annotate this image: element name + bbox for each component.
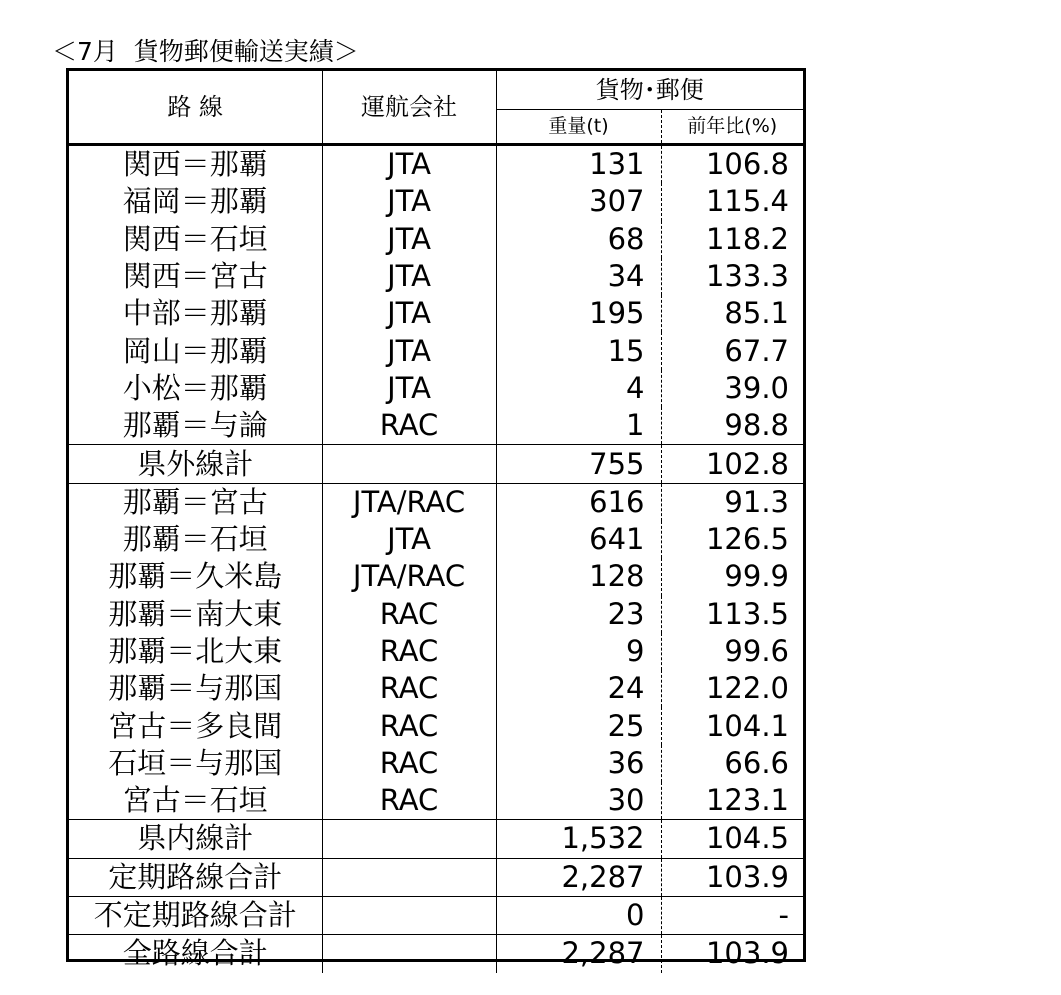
ratio-cell: 104.5 <box>661 820 803 858</box>
route-cell: 那覇＝宮古 <box>69 483 322 521</box>
route-row <box>69 670 803 707</box>
weight-cell: 755 <box>496 445 661 483</box>
weight-cell: 616 <box>496 483 661 521</box>
ratio-cell: 66.6 <box>724 745 789 780</box>
route-cell: 岡山＝那覇 <box>69 332 322 369</box>
route-cell: 那覇＝与論 <box>69 407 322 445</box>
weight-cell: 24 <box>496 670 661 707</box>
ratio-cell: 99.6 <box>724 634 789 668</box>
route-cell: 全路線合計 <box>69 935 322 973</box>
weight-cell: 23 <box>496 596 661 633</box>
carrier-cell: JTA <box>322 145 496 184</box>
route-row <box>69 183 803 220</box>
route-cell: 関西＝石垣 <box>69 221 322 258</box>
route-row <box>69 745 803 782</box>
route-cell: 県内線計 <box>69 820 322 858</box>
ratio-cell: 115.4 <box>705 184 789 219</box>
route-cell: 関西＝宮古 <box>69 258 322 295</box>
route-row <box>69 221 803 258</box>
route-cell: 那覇＝北大東 <box>69 633 322 670</box>
weight-cell: 9 <box>496 633 661 670</box>
weight-cell: 34 <box>496 258 661 295</box>
route-row <box>69 295 803 332</box>
carrier-cell: JTA <box>322 221 496 258</box>
weight-cell: 131 <box>496 145 661 184</box>
ratio-cell: 91.3 <box>661 483 803 521</box>
total-row <box>69 896 803 934</box>
route-cell: 定期路線合計 <box>69 858 322 896</box>
route-cell: 福岡＝那覇 <box>69 183 322 220</box>
weight-cell: 0 <box>496 896 661 934</box>
carrier-cell <box>322 858 496 896</box>
weight-cell: 25 <box>496 707 661 744</box>
carrier-cell: RAC <box>322 707 496 744</box>
carrier-cell: JTA <box>322 370 496 407</box>
route-cell: 那覇＝南大東 <box>69 596 322 633</box>
ratio-cell: 104.1 <box>705 708 789 743</box>
header-cargo-mail: 貨物･郵便 <box>595 76 704 104</box>
total-row <box>69 858 803 896</box>
carrier-cell: JTA <box>322 258 496 295</box>
carrier-cell: JTA/RAC <box>322 483 496 521</box>
report-title: ＜7月 貨物郵便輸送実績＞ <box>52 37 359 66</box>
ratio-cell: - <box>661 896 803 934</box>
header-carrier: 運航会社 <box>322 71 496 145</box>
weight-cell: 2,287 <box>496 935 661 973</box>
carrier-cell: JTA <box>322 521 496 558</box>
header-ratio: 前年比(%) <box>661 110 803 145</box>
weight-cell: 1 <box>496 407 661 445</box>
route-row <box>69 370 803 407</box>
carrier-cell: RAC <box>322 670 496 707</box>
total-row <box>69 820 803 858</box>
route-row <box>69 521 803 558</box>
route-cell: 県外線計 <box>69 445 322 483</box>
weight-cell: 641 <box>496 521 661 558</box>
carrier-cell: JTA <box>322 183 496 220</box>
route-row <box>69 596 803 633</box>
route-row <box>69 145 803 184</box>
route-cell: 那覇＝久米島 <box>69 558 322 595</box>
route-cell: 小松＝那覇 <box>69 370 322 407</box>
carrier-cell: JTA <box>322 295 496 332</box>
carrier-cell <box>322 820 496 858</box>
carrier-cell: RAC <box>322 407 496 445</box>
weight-cell: 68 <box>496 221 661 258</box>
weight-cell: 128 <box>496 558 661 595</box>
carrier-cell <box>322 896 496 934</box>
ratio-cell: 123.1 <box>705 783 789 818</box>
route-row <box>69 707 803 744</box>
carrier-cell: JTA/RAC <box>322 558 496 595</box>
route-cell: 中部＝那覇 <box>69 295 322 332</box>
subtotal-row <box>69 445 803 483</box>
header-weight: 重量(t) <box>496 110 661 145</box>
route-cell: 那覇＝与那国 <box>69 670 322 707</box>
route-cell: 那覇＝石垣 <box>69 521 322 558</box>
route-row <box>69 558 803 595</box>
route-row <box>69 633 803 670</box>
weight-cell: 2,287 <box>496 858 661 896</box>
ratio-cell: 67.7 <box>724 333 789 368</box>
route-row <box>69 332 803 369</box>
ratio-cell: 113.5 <box>705 596 789 631</box>
weight-cell: 1,532 <box>496 820 661 858</box>
carrier-cell: RAC <box>322 596 496 633</box>
route-row <box>69 407 803 445</box>
ratio-cell: 103.9 <box>661 935 803 973</box>
ratio-cell: 122.0 <box>705 671 789 706</box>
weight-cell: 36 <box>496 745 661 782</box>
carrier-cell <box>322 445 496 483</box>
route-cell: 宮古＝石垣 <box>69 782 322 820</box>
cargo-mail-table <box>66 68 806 971</box>
route-row <box>69 258 803 295</box>
carrier-cell: RAC <box>322 782 496 820</box>
weight-cell: 30 <box>496 782 661 820</box>
route-row <box>69 483 803 521</box>
ratio-cell: 118.2 <box>705 221 789 256</box>
weight-cell: 307 <box>496 183 661 220</box>
ratio-cell: 39.0 <box>724 370 789 405</box>
carrier-cell: RAC <box>322 745 496 782</box>
ratio-cell: 103.9 <box>661 858 803 896</box>
route-cell: 関西＝那覇 <box>69 145 322 184</box>
route-cell: 石垣＝与那国 <box>69 745 322 782</box>
weight-cell: 4 <box>496 370 661 407</box>
ratio-cell: 126.5 <box>705 522 789 557</box>
ratio-cell: 98.8 <box>724 408 789 443</box>
total-row <box>69 935 803 973</box>
ratio-cell: 106.8 <box>661 145 803 184</box>
carrier-cell: RAC <box>322 633 496 670</box>
ratio-cell: 133.3 <box>705 259 789 294</box>
carrier-cell <box>322 935 496 973</box>
header-route: 路 線 <box>69 71 322 145</box>
route-row <box>69 782 803 820</box>
route-cell: 宮古＝多良間 <box>69 707 322 744</box>
weight-cell: 195 <box>496 295 661 332</box>
carrier-cell: JTA <box>322 332 496 369</box>
ratio-cell: 99.9 <box>724 559 789 594</box>
ratio-cell: 85.1 <box>724 296 789 331</box>
ratio-cell: 102.8 <box>661 445 803 483</box>
weight-cell: 15 <box>496 332 661 369</box>
route-cell: 不定期路線合計 <box>69 896 322 934</box>
